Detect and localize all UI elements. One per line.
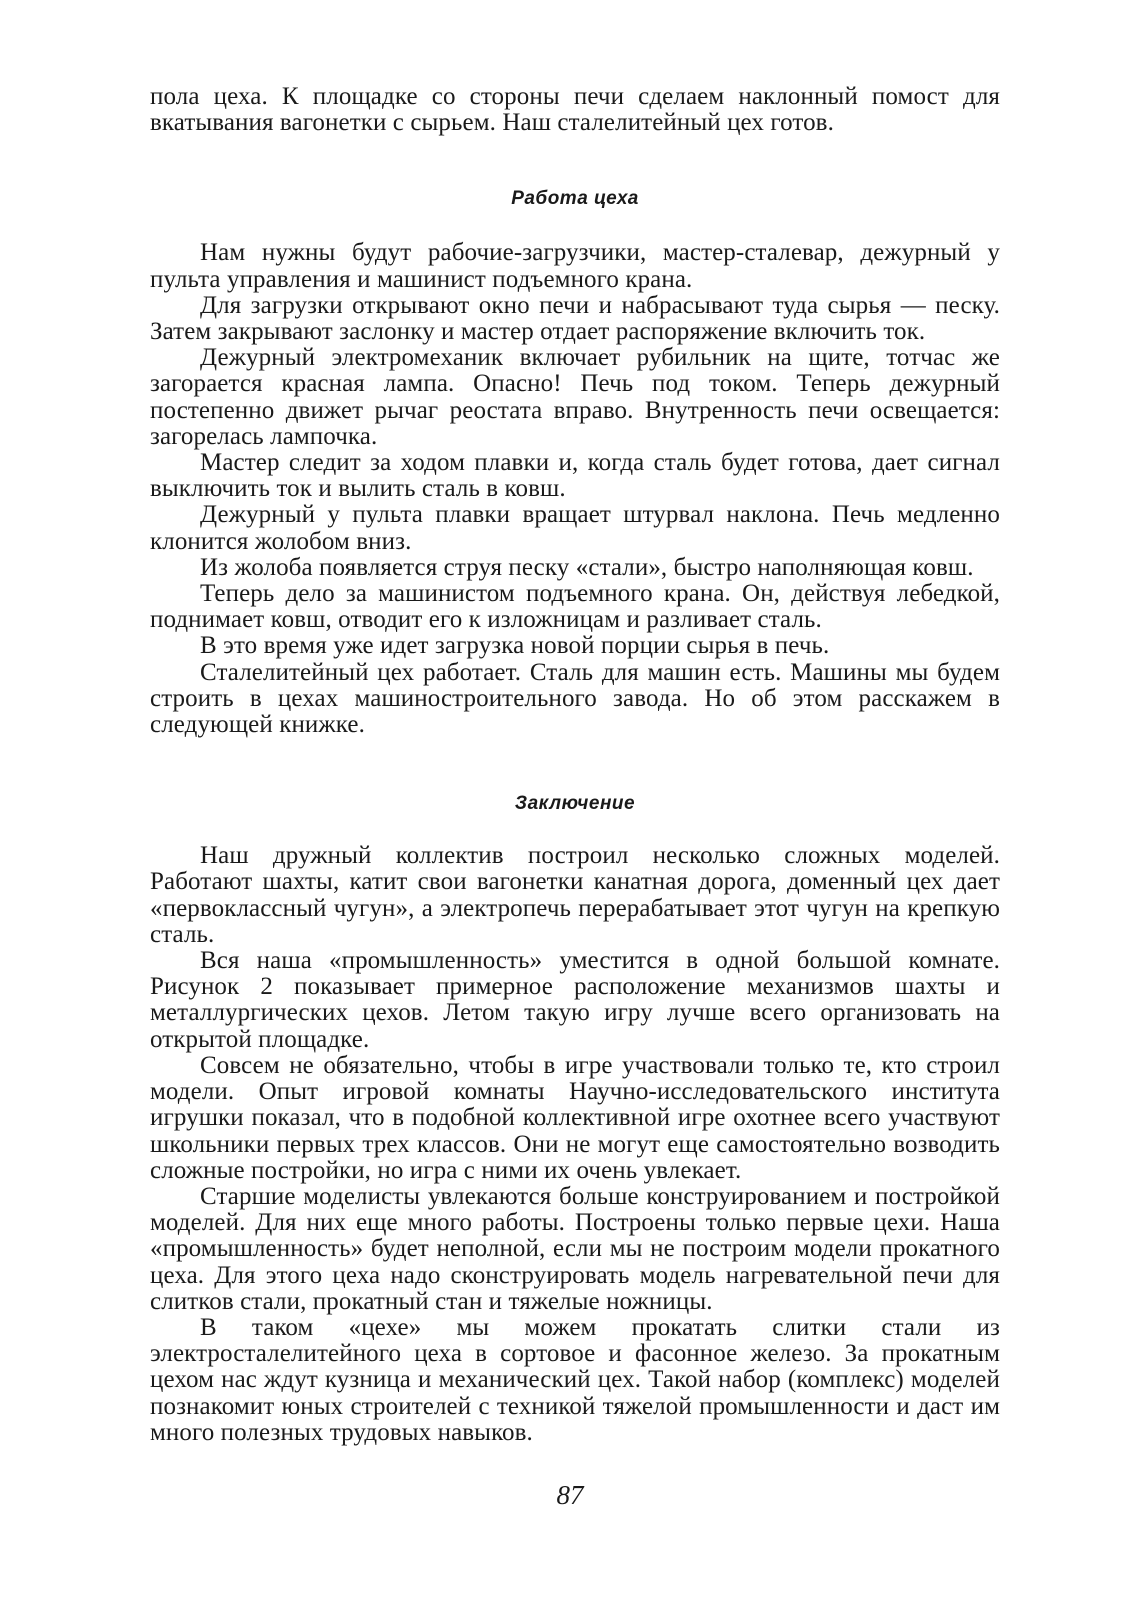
paragraph: В таком «цехе» мы можем прокатать слитки стали из электросталелитейного цеха в сортовое и фасонное железо. За прокатным цехом нас ждут кузница и механический цех. Такой набор (комплекс) моделей познакомит юных строителей с техникой тяжелой промышленности и даст им много полезных трудовых навыков. [150,1313,1000,1446]
section-heading-work: Работа цеха [511,188,639,210]
paragraph: Для загрузки открывают окно печи и набрасывают туда сырья — песку. Затем закрывают заслонку и мастер отдает распоряжение включить ток. [150,291,1000,346]
paragraph: Старшие моделисты увлекаются больше конструированием и постройкой моделей. Для них еще много работы. Построены только первые цехи. Наша «промышленность» будет неполной, если мы не построим модели прокатного цеха. Для этого цеха надо сконструировать модель нагревательной печи для слитков стали, прокатный стан и тяжелые ножницы. [150,1182,1000,1315]
paragraph: Дежурный у пульта плавки вращает штурвал наклона. Печь медленно клонится жолобом вниз. [150,501,1000,555]
section-heading-conclusion: Заключение [514,793,636,815]
intro-paragraph: пола цеха. К площадке со стороны печи сделаем наклонный помост для вкатывания вагонетки с сырьем. Наш сталелитейный цех готов. [150,83,1000,137]
paragraph: Наш дружный коллектив построил несколько сложных моделей. Работают шахты, катит свои вагонетки канатная дорога, доменный цех дает «первоклассный чугун», а электропечь перерабатывает этот чугун на крепкую сталь. [150,842,1000,948]
paragraph: Совсем не обязательно, чтобы в игре участвовали только те, кто строил модели. Опыт игровой комнаты Научно-исследовательского института игрушки показал, что в подобной коллективной игре охотнее всего участвуют школьники первых трех классов. Они не могут еще самостоятельно возводить сложные постройки, но игра с ними их очень увлекает. [150,1051,1000,1184]
page-number: 87 [556,1480,584,1510]
paragraph: Нам нужны будут рабочие-загрузчики, мастер-сталевар, дежурный у пульта управления и машинист подъемного крана. [150,239,1000,293]
paragraph: Мастер следит за ходом плавки и, когда сталь будет готова, дает сигнал выключить ток и вылить сталь в ковш. [150,449,1000,503]
paragraph: Сталелитейный цех работает. Сталь для машин есть. Машины мы будем строить в цехах машиностроительного завода. Но об этом расскажем в следующей книжке. [150,658,1000,739]
paragraph: Вся наша «промышленность» уместится в одной большой комнате. Рисунок 2 показывает примерное расположение механизмов шахты и металлургических цехов. Летом такую игру лучше всего организовать на открытой площадке. [150,947,1000,1053]
paragraph: Дежурный электромеханик включает рубильник на щите, тотчас же загорается красная лампа. Опасно! Печь под током. Теперь дежурный постепенно движет рычаг реостата вправо. Внутренность печи освещается: загорелась лампочка. [150,344,1000,450]
book-page [150,84,1000,1446]
paragraph: Теперь дело за машинистом подъемного крана. Он, действуя лебедкой, поднимает ковш, отводит его к изложницам и разливает сталь. [150,580,1000,634]
paragraph: В это время уже идет загрузка новой порции сырья в печь. [200,632,830,660]
paragraph: Из жолоба появляется струя песку «стали», быстро наполняющая ковш. [200,553,974,581]
